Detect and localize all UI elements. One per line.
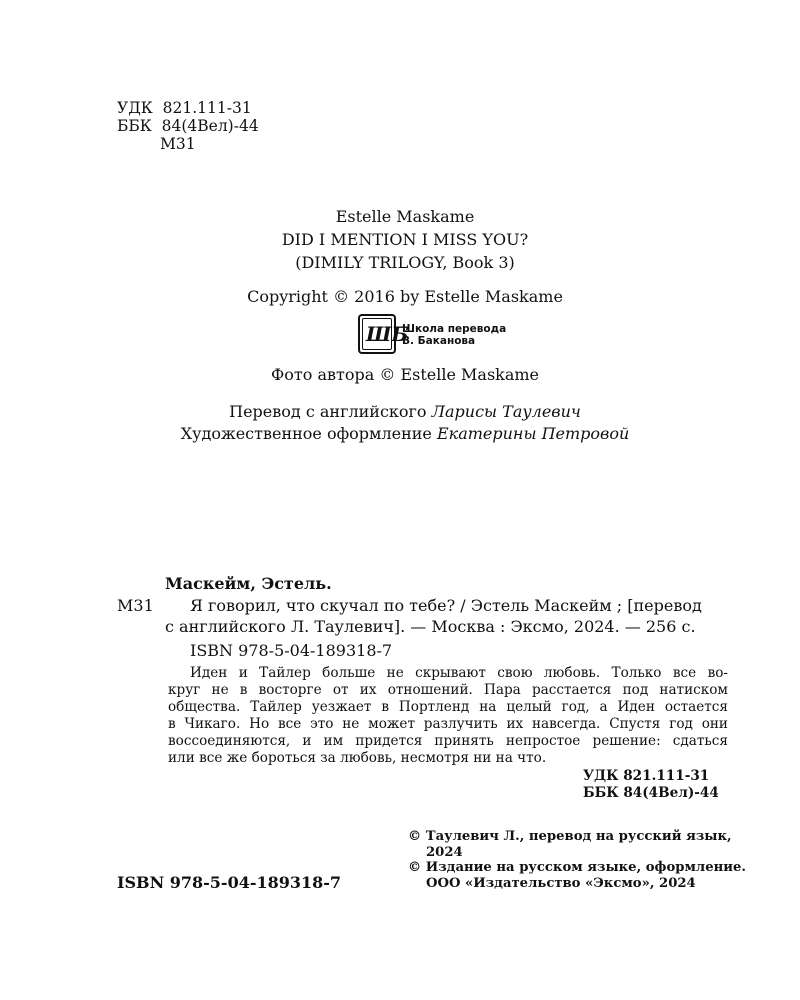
udk-label: УДК (117, 99, 153, 117)
logo-caption-line2: В. Баканова (402, 335, 476, 347)
school-of-translation-logo-icon (358, 314, 409, 354)
logo-caption-line1: Школа перевода (402, 323, 507, 335)
catalog-line-1: Я говорил, что скучал по тебе? / Эстель Маскейм ; [перевод (190, 596, 702, 615)
translation-credit (0, 402, 800, 421)
original-series: (DIMILY TRILOGY, Book 3) (295, 253, 515, 272)
copyright-translation-line2: 2024 (426, 844, 463, 860)
annotation-line: Иден и Тайлер больше не скрывают свою любовь. Только все во- (190, 665, 728, 681)
original-title: DID I MENTION I MISS YOU? (281, 230, 529, 249)
catalog-author-heading: Маскейм, Эстель. (165, 574, 332, 593)
copyright-line: Copyright © 2016 by Estelle Maskame (247, 287, 563, 306)
logo-mark: ШБ (366, 322, 409, 346)
copyright-translation-line1: © Таулевич Л., перевод на русский язык, (408, 829, 732, 844)
udk-top (117, 99, 252, 117)
annotation-line: в Чикаго. Но все это не может разлучить их навсегда. Спустя год они (168, 716, 728, 732)
author-mark-top: М31 (160, 135, 196, 153)
catalog-line-2: с английского Л. Таулевич]. — Москва : Эксмо, 2024. — 256 с. (165, 617, 696, 636)
photo-credit: Фото автора © Estelle Maskame (270, 365, 540, 384)
bbk-value: 84(4Вел)-44 (161, 117, 259, 135)
isbn-bottom: ISBN 978-5-04-189318-7 (117, 873, 342, 892)
design-credit (0, 424, 800, 443)
translation-credit-label: Перевод с английского (229, 402, 432, 421)
bbk-top (117, 117, 259, 135)
copyright-edition-line2: ООО «Издательство «Эксмо», 2024 (426, 875, 696, 891)
design-credit-label: Художественное оформление (180, 424, 437, 443)
annotation-line: круг не в восторге от их отношений. Пара расстается под натиском (168, 682, 728, 698)
annotation (168, 665, 728, 767)
catalog-mark: М31 (117, 596, 154, 615)
designer-name: Екатерины Петровой (436, 424, 630, 443)
copyright-edition-line1: © Издание на русском языке, оформление. (408, 860, 747, 875)
original-author: Estelle Maskame (335, 207, 475, 226)
bbk-bottom: ББК 84(4Вел)-44 (583, 785, 719, 801)
udk-value: 821.111-31 (162, 99, 252, 117)
annotation-line: или все же бороться за любовь, несмотря ни на что. (168, 750, 547, 766)
catalog-isbn: ISBN 978-5-04-189318-7 (190, 641, 393, 660)
annotation-line: общества. Тайлер уезжает в Портленд на целый год, а Иден остается (168, 699, 728, 715)
translator-name: Ларисы Таулевич (431, 402, 581, 421)
udk-bottom: УДК 821.111-31 (583, 768, 710, 784)
copyright-block (408, 829, 746, 891)
bbk-label: ББК (117, 117, 152, 135)
logo-caption (402, 323, 506, 347)
annotation-line: воссоединяются, и им придется принять непростое решение: сдаться (168, 733, 728, 749)
